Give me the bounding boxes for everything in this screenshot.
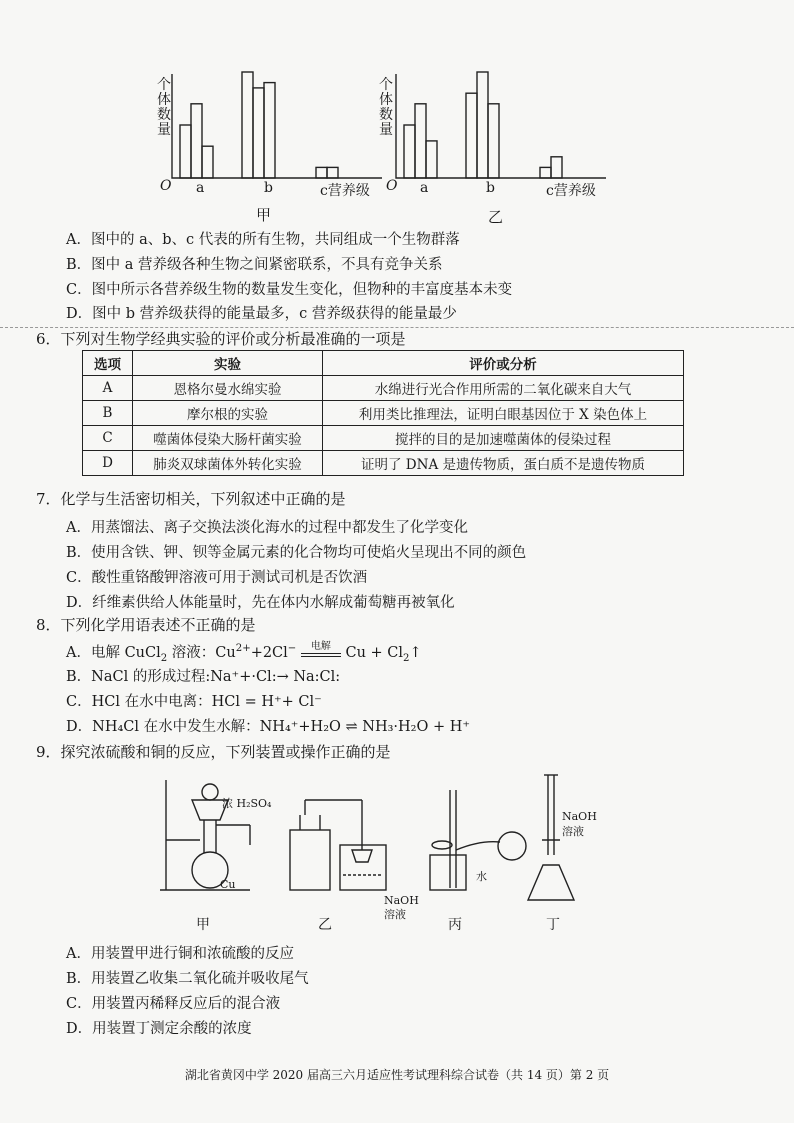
table-header-row [83, 351, 684, 376]
axis-lines [172, 74, 382, 178]
x-label-c: c营养级 [546, 183, 596, 199]
table-row [83, 426, 684, 451]
q8-option-c: C．HCl 在水中电离：HCl = H⁺+ Cl⁻ [66, 694, 322, 710]
y-label-char: 体 [379, 92, 393, 108]
label-bing: 丙 [448, 917, 462, 933]
q7-option-c: C．酸性重铬酸钾溶液可用于测试司机是否饮酒 [66, 570, 368, 586]
bar [466, 93, 477, 178]
q8-a-text: A．电解 CuCl [66, 645, 161, 661]
bar [242, 72, 253, 178]
q9-stem: 9．探究浓硫酸和铜的反应，下列装置或操作正确的是 [36, 743, 391, 761]
label-jia: 甲 [196, 917, 210, 933]
label-naoh-2: NaOH [562, 810, 597, 823]
q8-option-d: D．NH₄Cl 在水中发生水解：NH₄⁺+H₂O ⇌ NH₃·H₂O + H⁺ [66, 719, 471, 735]
q9-option-a: A．用装置甲进行铜和浓硫酸的反应 [66, 946, 294, 962]
electrolysis-arrow [301, 641, 341, 657]
table-cell: 搅拌的目的是加速噬菌体的侵染过程 [323, 426, 684, 451]
header-option: 选项 [83, 351, 133, 376]
y-label-char: 数 [379, 107, 393, 123]
bar [540, 167, 551, 178]
table-cell: 肺炎双球菌体外转化实验 [133, 451, 323, 476]
q9-option-c: C．用装置丙稀释反应后的混合液 [66, 996, 281, 1012]
q9-option-d: D．用装置丁测定余酸的浓度 [66, 1021, 252, 1037]
bar [264, 83, 275, 178]
table-cell: 恩格尔曼水绵实验 [133, 376, 323, 401]
q7-option-b: B．使用含铁、钾、钡等金属元素的化合物均可使焰火呈现出不同的颜色 [66, 545, 527, 561]
label-h2so4: 浓 H₂SO₄ [222, 797, 272, 810]
bar [316, 167, 327, 178]
bar [327, 167, 338, 178]
q8-a-text: 溶液：Cu [167, 645, 236, 661]
header-experiment: 实验 [133, 351, 323, 376]
bar [202, 146, 213, 178]
q8-option-b: B．NaCl 的形成过程:Na⁺+·Cl:→ Na:Cl: [66, 669, 341, 685]
q6-stem: 6．下列对生物学经典实验的评价或分析最准确的一项是 [36, 330, 406, 348]
y-label-char: 体 [157, 92, 171, 108]
bar-chart-yi-plot [394, 70, 614, 182]
bar [551, 157, 562, 178]
q5-option-c: C．图中所示各营养级生物的数量发生变化，但物种的丰富度基本未变 [66, 282, 513, 298]
q8-option-a: A．电解 CuCl$_2$ 溶液：$Cu^{2+}+2Cl^-$ 电解 $Cu + Cl_2↑$ [66, 641, 422, 664]
y-label-char: 量 [379, 122, 393, 138]
table-cell: B [83, 401, 133, 426]
y-axis-label-yi [378, 78, 394, 138]
bar [426, 141, 437, 178]
x-label-b: b [264, 180, 273, 196]
table-row [83, 376, 684, 401]
bar [488, 104, 499, 178]
q7-option-d: D．纤维素供给人体能量时，先在体内水解成葡萄糖再被氧化 [66, 595, 455, 611]
table-cell: C [83, 426, 133, 451]
table-cell: 证明了 DNA 是遗传物质，蛋白质不是遗传物质 [323, 451, 684, 476]
x-label-c: c营养级 [320, 183, 370, 199]
q9-option-b: B．用装置乙收集二氧化硫并吸收尾气 [66, 971, 309, 987]
q8-a-text: +2Cl [250, 645, 288, 661]
q8-a-text: Cu + Cl [345, 645, 404, 661]
bar [180, 125, 191, 178]
label-naoh-2b: 溶液 [562, 825, 584, 838]
table-cell: D [83, 451, 133, 476]
label-naoh-1b: 溶液 [384, 908, 406, 921]
q5-option-d: D．图中 b 营养级获得的能量最多，c 营养级获得的能量最少 [66, 306, 457, 322]
x-label-b: b [486, 180, 495, 196]
q5-option-b: B．图中 a 营养级各种生物之间紧密联系，不具有竞争关系 [66, 257, 443, 273]
label-yi: 乙 [318, 917, 332, 933]
bar [191, 104, 202, 178]
axis-lines [396, 74, 606, 178]
y-label-char: 个 [379, 77, 393, 93]
apparatus-diagram [140, 770, 600, 920]
table-cell: 摩尔根的实验 [133, 401, 323, 426]
table-cell: 水绵进行光合作用所需的二氧化碳来自大气 [323, 376, 684, 401]
label-water: 水 [476, 870, 487, 883]
bar [404, 125, 415, 178]
bar-chart-jia-plot [170, 70, 390, 182]
y-label-char: 数 [157, 107, 171, 123]
page-footer: 湖北省黄冈中学 2020 届高三六月适应性考试理科综合试卷（共 14 页）第 2 页 [184, 1068, 610, 1082]
q5-option-a: A．图中的 a、b、c 代表的所有生物，共同组成一个生物群落 [66, 232, 460, 248]
bar [477, 72, 488, 178]
table-row [83, 401, 684, 426]
origin-label: O [160, 178, 172, 194]
arrow-label: 电解 [310, 641, 331, 652]
header-analysis: 评价或分析 [323, 351, 684, 376]
table-row [83, 451, 684, 476]
chart-caption-yi: 乙 [488, 208, 504, 226]
label-ding: 丁 [546, 917, 560, 933]
q6-table [82, 350, 684, 476]
q7-option-a: A．用蒸馏法、离子交换法淡化海水的过程中都发生了化学变化 [66, 520, 468, 536]
bar [253, 88, 264, 178]
y-label-char: 量 [157, 122, 171, 138]
x-label-a: a [196, 180, 205, 196]
y-label-char: 个 [157, 77, 171, 93]
q7-stem: 7．化学与生活密切相关，下列叙述中正确的是 [36, 490, 346, 508]
table-cell: 利用类比推理法，证明白眼基因位于 X 染色体上 [323, 401, 684, 426]
origin-label: O [386, 178, 398, 194]
chart-caption-jia: 甲 [256, 206, 272, 224]
apparatus-yi [290, 800, 386, 890]
table-cell: A [83, 376, 133, 401]
bar [415, 104, 426, 178]
label-cu: Cu [220, 878, 236, 891]
label-naoh-1: NaOH [384, 894, 419, 907]
x-label-a: a [420, 180, 429, 196]
q8-stem: 8．下列化学用语表述不正确的是 [36, 616, 256, 634]
table-cell: 噬菌体侵染大肠杆菌实验 [133, 426, 323, 451]
